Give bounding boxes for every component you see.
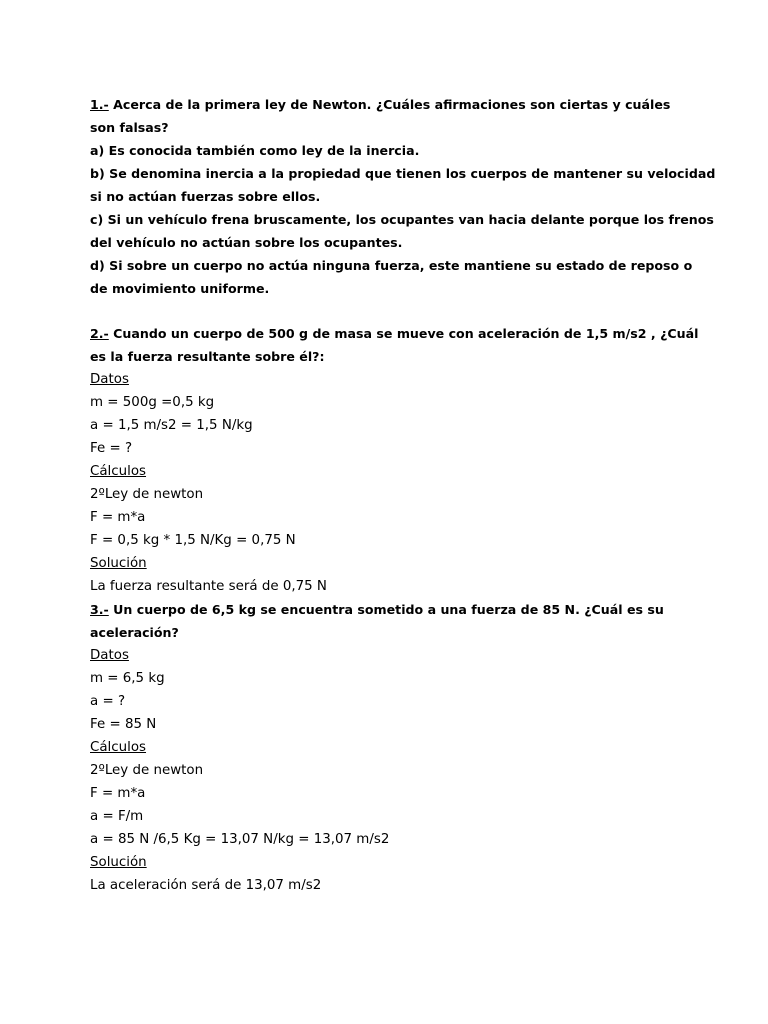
datos-line: Fe = ? (90, 441, 133, 456)
calculos-line: F = 0,5 kg * 1,5 N/Kg = 0,75 N (90, 533, 296, 548)
datos-heading: Datos (90, 372, 129, 387)
question-2 (90, 322, 699, 598)
question-3-statement-line: aceleración? (90, 625, 179, 640)
question-2-statement-line: es la fuerza resultante sobre él?: (90, 349, 325, 364)
option-c: c) Si un vehículo frena bruscamente, los ocupantes van hacia delante porque los frenos (90, 212, 714, 227)
solucion-heading: Solución (90, 556, 147, 571)
question-2-text: Cuando un cuerpo de 500 g de masa se mueve con aceleración de 1,5 m/s2 , ¿Cuál (108, 326, 699, 341)
spacer (90, 300, 690, 322)
option-c-continued: del vehículo no actúan sobre los ocupantes. (90, 235, 403, 250)
option-a: a) Es conocida también como ley de la inercia. (90, 143, 420, 158)
question-3-text: Un cuerpo de 6,5 kg se encuentra sometido a una fuerza de 85 N. ¿Cuál es su (108, 602, 664, 617)
option-d: d) Si sobre un cuerpo no actúa ninguna fuerza, este mantiene su estado de reposo o (90, 258, 693, 273)
question-3-statement-line (90, 598, 690, 621)
solucion-text: La fuerza resultante será de 0,75 N (90, 579, 327, 594)
datos-line: Fe = 85 N (90, 717, 157, 732)
datos-line: m = 500g =0,5 kg (90, 395, 215, 410)
datos-line: a = 1,5 m/s2 = 1,5 N/kg (90, 418, 253, 433)
calculos-heading: Cálculos (90, 464, 147, 479)
question-1-statement-line (90, 93, 690, 116)
question-2-number: 2.- (90, 326, 109, 341)
solucion-heading: Solución (90, 855, 147, 870)
datos-heading: Datos (90, 648, 129, 663)
question-3-number: 3.- (90, 602, 109, 617)
option-b: b) Se denomina inercia a la propiedad que tienen los cuerpos de mantener su velocidad (90, 166, 716, 181)
datos-line: a = ? (90, 694, 126, 709)
calculos-line: F = m*a (90, 510, 146, 525)
question-1-number: 1.- (90, 97, 109, 112)
option-d-continued: de movimiento uniforme. (90, 281, 270, 296)
question-3 (90, 598, 690, 897)
datos-line: m = 6,5 kg (90, 671, 165, 686)
calculos-line: 2ºLey de newton (90, 487, 204, 502)
question-2-statement-line (90, 322, 699, 345)
question-1-statement-line: son falsas? (90, 120, 169, 135)
calculos-line: a = F/m (90, 809, 144, 824)
calculos-heading: Cálculos (90, 740, 147, 755)
question-1-text: Acerca de la primera ley de Newton. ¿Cuáles afirmaciones son ciertas y cuáles (108, 97, 671, 112)
solucion-text: La aceleración será de 13,07 m/s2 (90, 878, 322, 893)
question-1 (90, 93, 716, 300)
calculos-line: F = m*a (90, 786, 146, 801)
calculos-line: a = 85 N /6,5 Kg = 13,07 N/kg = 13,07 m/s2 (90, 832, 390, 847)
option-b-continued: si no actúan fuerzas sobre ellos. (90, 189, 321, 204)
document-page (90, 93, 716, 897)
calculos-line: 2ºLey de newton (90, 763, 204, 778)
